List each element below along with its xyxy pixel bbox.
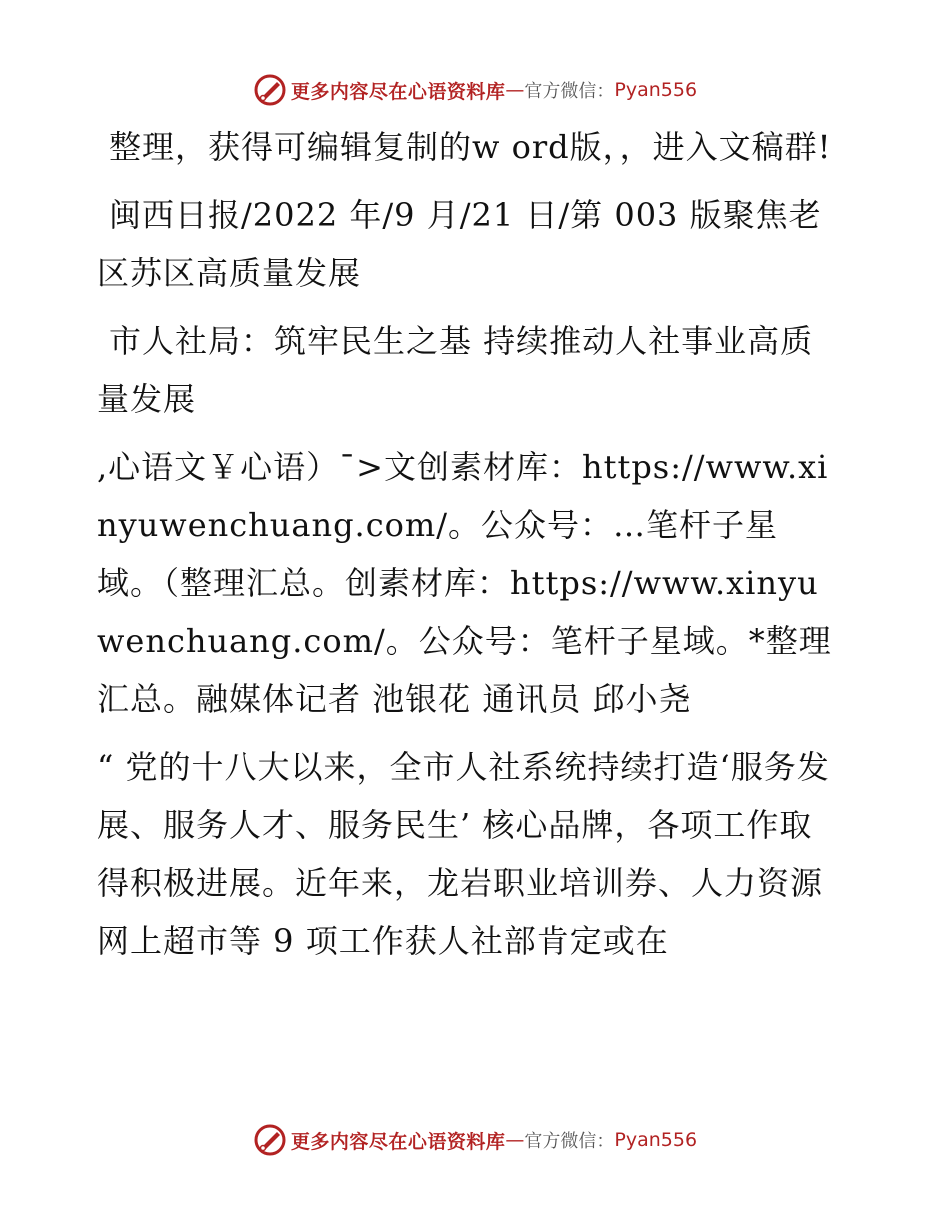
brush-pen-logo-icon — [253, 73, 287, 107]
watermark-separator: — — [505, 79, 525, 101]
brush-pen-logo-icon — [253, 1123, 287, 1157]
watermark-separator: — — [505, 1129, 525, 1151]
paragraph-body: “ 党的十八大以来，全市人社系统持续打造‘服务发展、服务人才、服务民生’ 核心品牌，各项工作取得积极进展。近年来，龙岩职业培训券、人力资源网上超市等 9 项工作获人社部肯定或在 — [97, 748, 830, 960]
header-watermark — [0, 70, 950, 110]
watermark-wechat-label: 官方微信： — [524, 81, 615, 102]
watermark-wechat-id: Pyan556 — [614, 79, 698, 101]
paragraph-byline: ,心语文￥心语）¯>文创素材库：https://www.xinyuwenchuang.com/。公众号：…笔杆子星域。（整理汇总。创素材库：https://www.xinyuwenchuang.com/。公众号：笔杆子星域。*整理汇总。融媒体记者 池银花 通讯员 邱小尧 — [97, 448, 832, 718]
paragraph-intro: 整理，获得可编辑复制的w ord版，，进入文稿群! — [109, 128, 832, 166]
document-body — [97, 118, 842, 980]
paragraph-headline: 市人社局：筑牢民生之基 持续推动人社事业高质量发展 — [97, 322, 814, 418]
watermark-wechat-label: 官方微信： — [524, 1131, 615, 1152]
watermark-lead-text: 更多内容尽在心语资料库 — [290, 80, 506, 103]
footer-watermark — [0, 1120, 950, 1160]
watermark-lead-text: 更多内容尽在心语资料库 — [290, 1130, 506, 1153]
watermark-wechat-id: Pyan556 — [614, 1129, 698, 1151]
paragraph-source: 闽西日报/2022 年/9 月/21 日/第 003 版聚焦老区苏区高质量发展 — [97, 196, 822, 292]
